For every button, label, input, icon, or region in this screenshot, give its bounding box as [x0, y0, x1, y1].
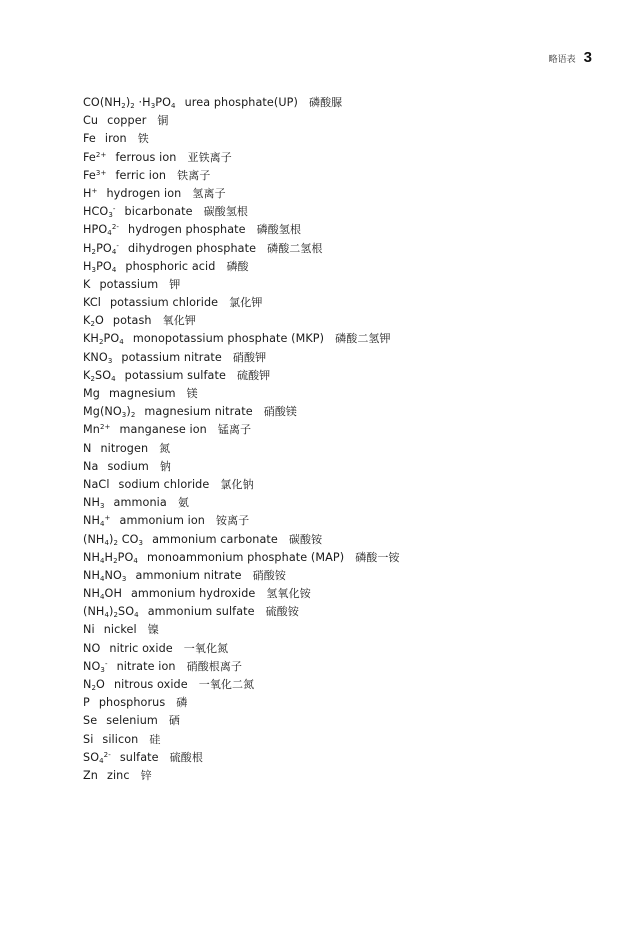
formula-subscript: 3: [91, 265, 97, 274]
chemical-formula: [83, 751, 111, 764]
chemical-formula: [83, 623, 95, 636]
formula-subscript: 4: [171, 102, 176, 110]
english-term: potash: [112, 314, 152, 328]
abbreviation-entry: [83, 276, 563, 294]
formula-text: PO: [96, 241, 112, 255]
formula-text: ): [125, 96, 131, 109]
formula-text: PO: [155, 96, 172, 109]
chinese-term: 硝酸根离子: [186, 659, 243, 673]
formula-text: Fe: [83, 150, 96, 164]
formula-text: O: [96, 678, 105, 691]
formula-subscript: 4: [99, 556, 105, 565]
chinese-term: 氧化钾: [162, 314, 196, 328]
formula-text: Na: [83, 459, 99, 473]
chemical-formula: [83, 714, 97, 727]
abbreviation-entry: [83, 403, 563, 421]
chemical-formula: [83, 187, 97, 200]
chemical-formula: [83, 442, 91, 455]
formula-text: KH: [83, 332, 99, 346]
formula-text: NH: [83, 514, 100, 528]
abbreviation-entry: [83, 658, 563, 676]
formula-subscript: 3: [100, 665, 105, 674]
chemical-formula: [83, 314, 104, 327]
english-term: nitrate ion: [116, 659, 176, 673]
english-term: potassium sulfate: [124, 368, 226, 382]
abbreviation-entry: [83, 767, 563, 785]
formula-text: K: [83, 314, 91, 328]
chemical-formula: [83, 296, 101, 309]
chemical-formula: [83, 423, 110, 436]
formula-text: NaCl: [83, 477, 110, 491]
chinese-term: 碳酸氢根: [203, 205, 249, 219]
formula-subscript: 2: [90, 320, 95, 329]
formula-subscript: 4: [107, 229, 112, 238]
formula-text: NH: [83, 568, 100, 582]
formula-text: K: [83, 277, 91, 291]
formula-supscript: +: [91, 186, 98, 195]
abbreviation-list: [83, 94, 563, 785]
formula-text: CO: [118, 532, 139, 546]
chemical-formula: [83, 696, 90, 709]
formula-text: Mg: [83, 387, 100, 400]
chinese-term: 锌: [140, 768, 152, 782]
abbreviation-entry: [83, 130, 563, 148]
abbreviation-entry: [83, 531, 563, 549]
formula-text: K: [83, 368, 91, 382]
english-term: phosphoric acid: [125, 259, 216, 273]
abbreviation-entry: [83, 385, 563, 403]
formula-text: Mg(NO: [83, 405, 122, 419]
formula-text: Zn: [83, 768, 98, 782]
page-header: [549, 49, 592, 66]
formula-subscript: 4: [111, 247, 117, 256]
english-term: phosphorus: [98, 696, 166, 710]
formula-supscript: 2+: [99, 423, 111, 432]
chemical-formula: [83, 351, 112, 364]
formula-text: CO(NH: [83, 96, 122, 109]
formula-subscript: 2: [90, 374, 95, 383]
abbreviation-entry: [83, 476, 563, 494]
formula-text: H: [83, 186, 92, 200]
formula-subscript: 2: [121, 102, 126, 110]
abbreviation-entry: [83, 640, 563, 658]
formula-text: ): [126, 405, 131, 419]
chinese-term: 亚铁离子: [187, 150, 232, 164]
formula-text: Fe: [83, 168, 96, 182]
english-term: sulfate: [119, 750, 159, 764]
chinese-term: 硒: [168, 714, 180, 728]
english-term: zinc: [106, 768, 130, 782]
chinese-term: 氮: [159, 441, 171, 455]
chemical-formula: [83, 96, 176, 109]
chinese-term: 锰离子: [217, 423, 252, 437]
formula-text: PO: [103, 332, 120, 346]
formula-supscript: 2+: [95, 150, 107, 159]
english-term: ammonia: [113, 496, 167, 510]
abbreviation-entry: [83, 294, 563, 312]
chinese-term: 硫酸铵: [265, 605, 299, 619]
chinese-term: 氢离子: [192, 186, 226, 200]
abbreviation-entry: [83, 440, 563, 458]
formula-text: (NH: [83, 532, 105, 546]
abbreviation-entry: [83, 549, 563, 567]
formula-subscript: 4: [99, 756, 104, 765]
formula-text: (NH: [83, 605, 105, 619]
chinese-term: 硅: [149, 732, 161, 746]
chinese-term: 磷酸氢根: [256, 223, 302, 237]
english-term: nitrous oxide: [113, 678, 188, 691]
abbreviation-entry: [83, 349, 563, 367]
formula-text: Mn: [83, 423, 100, 437]
english-term: ferric ion: [115, 168, 167, 182]
chinese-term: 钾: [169, 277, 181, 291]
formula-text: Si: [83, 732, 94, 746]
formula-text: HCO: [83, 205, 109, 219]
english-term: monoammonium phosphate (MAP): [146, 550, 345, 564]
formula-text: NO: [83, 659, 101, 673]
formula-text: KNO: [83, 350, 108, 364]
formula-subscript: 4: [134, 611, 139, 620]
english-term: ammonium ion: [119, 514, 205, 528]
formula-subscript: 2: [98, 338, 104, 347]
formula-text: PO: [117, 550, 134, 564]
formula-supscript: 3+: [95, 168, 107, 177]
chinese-term: 硝酸钾: [232, 350, 267, 364]
chemical-formula: [83, 551, 138, 564]
formula-text: NH: [83, 587, 100, 601]
formula-subscript: 4: [111, 374, 116, 383]
chemical-formula: [83, 260, 116, 273]
formula-text: Fe: [83, 132, 96, 146]
formula-text: NH: [83, 496, 100, 510]
english-term: manganese ion: [119, 423, 207, 437]
formula-subscript: 4: [111, 265, 117, 274]
abbreviation-entry: [83, 585, 563, 603]
chinese-term: 磷酸: [226, 259, 249, 273]
english-term: sodium: [107, 459, 149, 473]
chemical-formula: [83, 242, 119, 255]
chemical-formula: [83, 405, 135, 418]
chemical-formula: [83, 151, 106, 164]
formula-subscript: 4: [133, 556, 138, 565]
page-number: 3: [583, 49, 592, 66]
formula-subscript: 3: [121, 411, 127, 420]
chemical-formula: [83, 605, 139, 618]
chemical-formula: [83, 387, 100, 400]
chemical-formula: [83, 733, 93, 746]
formula-subscript: 4: [104, 611, 110, 620]
english-term: ferrous ion: [115, 150, 177, 164]
formula-text: ): [109, 605, 114, 619]
abbreviation-entry: [83, 112, 563, 130]
formula-subscript: 2: [130, 102, 135, 110]
chinese-term: 氢氧化铵: [266, 587, 311, 601]
abbreviation-entry: [83, 494, 563, 512]
chinese-term: 钠: [159, 459, 172, 473]
chinese-term: 磷酸二氢根: [267, 241, 323, 255]
abbreviation-entry: [83, 240, 563, 258]
abbreviation-entry: [83, 712, 563, 730]
formula-text: Ni: [83, 623, 95, 637]
abbreviation-entry: [83, 731, 563, 749]
english-term: hydrogen phosphate: [128, 223, 246, 237]
formula-text: H: [83, 259, 92, 273]
formula-subscript: 4: [99, 593, 105, 602]
chemical-formula: [83, 369, 116, 382]
chemical-formula: [83, 205, 116, 218]
abbreviation-entry: [83, 149, 563, 167]
english-term: bicarbonate: [124, 205, 193, 219]
abbreviation-entry: [83, 512, 563, 530]
abbreviation-entry: [83, 94, 563, 112]
chemical-formula: [83, 569, 126, 582]
english-term: hydrogen ion: [106, 186, 182, 200]
chemical-formula: [83, 332, 124, 345]
formula-text: NO: [104, 568, 122, 582]
formula-supscript: 2-: [111, 223, 120, 232]
formula-subscript: 2: [113, 538, 119, 547]
formula-subscript: 2: [91, 247, 97, 256]
english-term: magnesium nitrate: [144, 405, 253, 419]
formula-subscript: 3: [138, 538, 144, 547]
formula-supscript: 2-: [103, 750, 111, 759]
chemical-formula: [83, 169, 106, 182]
formula-text: OH: [104, 587, 122, 601]
english-term: ammonium nitrate: [135, 568, 242, 582]
english-term: sodium chloride: [118, 477, 210, 491]
english-term: iron: [104, 132, 127, 146]
formula-text: NH: [83, 550, 100, 564]
formula-subscript: 4: [119, 338, 124, 347]
chinese-term: 硝酸镁: [263, 405, 298, 419]
chinese-term: 镍: [147, 623, 159, 637]
chinese-term: 磷酸一铵: [355, 550, 400, 564]
abbreviation-entry: [83, 621, 563, 639]
english-term: ammonium carbonate: [152, 532, 278, 546]
chinese-term: 铜: [157, 114, 169, 128]
formula-text: ·H: [134, 96, 151, 109]
chemical-formula: [83, 478, 110, 491]
formula-text: SO: [95, 368, 112, 382]
formula-text: NO: [83, 641, 101, 655]
formula-text: Cu: [83, 114, 99, 128]
chemical-formula: [83, 496, 105, 509]
chinese-term: 氨: [177, 496, 189, 510]
chinese-term: 磷: [176, 696, 188, 710]
formula-subscript: 2: [113, 611, 119, 620]
abbreviation-entry: [83, 421, 563, 439]
abbreviation-entry: [83, 603, 563, 621]
chinese-term: 磷酸脲: [308, 96, 343, 109]
english-term: selenium: [106, 714, 158, 728]
chinese-term: 铁: [137, 132, 149, 146]
formula-subscript: 2: [113, 556, 118, 565]
chemical-formula: [83, 514, 111, 527]
formula-text: H: [83, 241, 92, 255]
abbreviation-entry: [83, 694, 563, 712]
english-term: silicon: [102, 732, 139, 746]
chinese-term: 硝酸铵: [252, 568, 286, 582]
formula-text: KCl: [83, 296, 101, 310]
chemical-formula: [83, 769, 98, 782]
formula-text: N: [83, 441, 92, 455]
english-term: ammonium sulfate: [147, 605, 255, 619]
formula-text: O: [95, 314, 104, 328]
chemical-formula: [83, 660, 108, 673]
english-term: potassium: [99, 277, 159, 291]
english-term: monopotassium phosphate (MKP): [132, 332, 325, 346]
formula-text: SO: [118, 605, 135, 619]
formula-supscript: -: [112, 205, 116, 214]
abbreviation-entry: [83, 185, 563, 203]
english-term: urea phosphate(UP): [184, 96, 298, 109]
chinese-term: 镁: [186, 387, 198, 400]
abbreviation-entry: [83, 676, 563, 694]
english-term: ammonium hydroxide: [130, 587, 256, 601]
chinese-term: 硫酸根: [169, 750, 203, 764]
formula-subscript: 4: [99, 520, 105, 529]
chemical-formula: [83, 642, 100, 655]
abbreviation-entry: [83, 330, 563, 348]
abbreviation-entry: [83, 749, 563, 767]
formula-text: SO: [83, 750, 100, 764]
english-term: nitric oxide: [109, 641, 173, 655]
chemical-formula: [83, 587, 122, 600]
chinese-term: 铁离子: [177, 168, 211, 182]
english-term: copper: [107, 114, 147, 128]
english-term: magnesium: [108, 387, 176, 400]
formula-subscript: 4: [104, 538, 110, 547]
formula-subscript: 3: [150, 102, 156, 110]
chemical-formula: [83, 460, 98, 473]
english-term: dihydrogen phosphate: [128, 241, 257, 255]
abbreviation-entry: [83, 167, 563, 185]
formula-supscript: -: [116, 241, 120, 250]
abbreviation-entry: [83, 312, 563, 330]
abbreviation-entry: [83, 567, 563, 585]
formula-subscript: 2: [130, 411, 136, 420]
chinese-term: 磷酸二氢钾: [335, 332, 391, 346]
chinese-term: 一氧化氮: [183, 641, 229, 655]
chemical-formula: [83, 678, 105, 691]
formula-text: N: [83, 678, 92, 691]
chinese-term: 氯化钠: [220, 477, 254, 491]
formula-text: HPO: [83, 223, 108, 237]
formula-supscript: +: [104, 514, 111, 523]
formula-subscript: 4: [99, 574, 105, 583]
english-term: nickel: [103, 623, 137, 637]
chemical-formula: [83, 278, 90, 291]
formula-text: PO: [96, 259, 112, 273]
formula-subscript: 3: [99, 502, 105, 511]
chemical-formula: [83, 132, 96, 145]
abbreviation-entry: [83, 458, 563, 476]
chinese-term: 硫酸钾: [236, 368, 271, 382]
formula-supscript: -: [104, 659, 108, 668]
formula-text: P: [83, 696, 90, 710]
chinese-term: 铵离子: [216, 514, 250, 528]
english-term: potassium nitrate: [121, 350, 222, 364]
abbreviation-entry: [83, 367, 563, 385]
chinese-term: 碳酸铵: [288, 532, 323, 546]
formula-subscript: 3: [108, 211, 113, 220]
abbreviation-entry: [83, 221, 563, 239]
chemical-formula: [83, 114, 98, 127]
formula-subscript: 3: [121, 574, 127, 583]
chinese-term: 一氧化二氮: [198, 678, 255, 691]
english-term: nitrogen: [100, 441, 149, 455]
chemical-formula: [83, 533, 143, 546]
formula-subscript: 3: [107, 356, 113, 365]
abbreviation-entry: [83, 258, 563, 276]
chinese-term: 氯化钾: [229, 296, 263, 310]
running-header-title: 略语表: [548, 55, 576, 65]
formula-subscript: 2: [91, 684, 97, 692]
english-term: potassium chloride: [109, 296, 219, 310]
formula-text: H: [104, 550, 114, 564]
formula-text: ): [109, 532, 114, 546]
chemical-formula: [83, 223, 119, 236]
abbreviation-entry: [83, 203, 563, 221]
formula-text: Se: [83, 714, 98, 728]
